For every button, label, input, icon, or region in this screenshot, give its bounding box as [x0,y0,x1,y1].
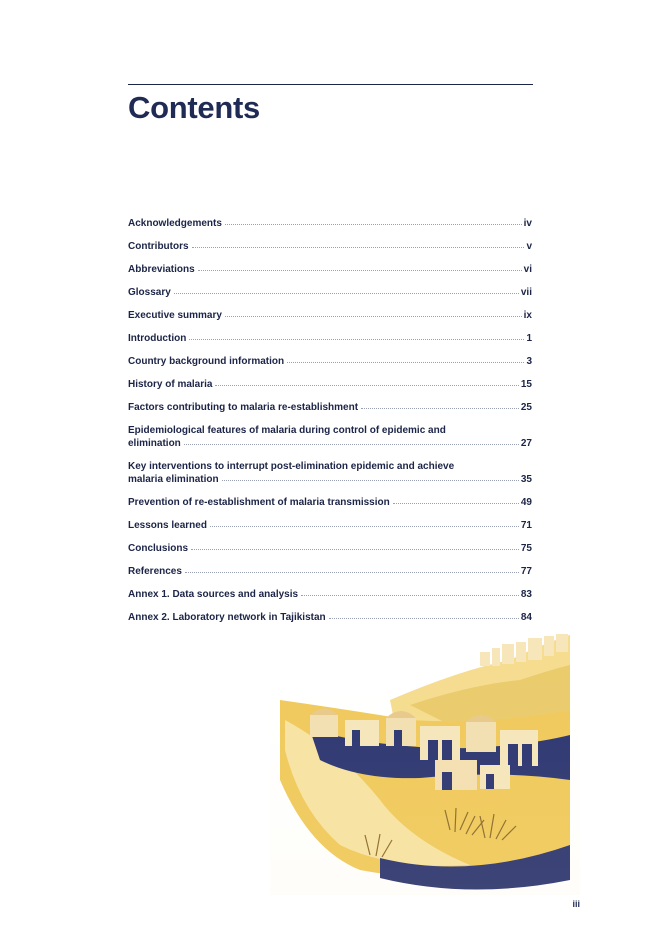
toc-entry-label-line1: Key interventions to interrupt post-elimination epidemic and achieve [128,461,455,472]
toc-entry-label: Country background information [128,356,285,367]
toc-entry-label: Factors contributing to malaria re-establishment [128,402,359,413]
leader-dots [361,407,519,409]
toc-entry-page: 15 [520,379,532,390]
toc-entry[interactable] [128,378,532,391]
leader-dots [329,617,519,619]
toc-entry[interactable] [128,332,532,345]
leader-dots [222,479,519,481]
toc-entry[interactable] [128,611,532,624]
toc-entry-label: References [128,566,182,577]
toc-entry-label: Contributors [128,241,189,252]
toc-entry[interactable] [128,519,532,532]
toc-entry-label: elimination [128,438,181,449]
toc-entry-page: 25 [520,402,532,413]
toc-entry-page: vii [520,287,532,298]
toc-entry[interactable] [128,355,532,368]
table-of-contents [128,217,532,634]
toc-entry-page: 75 [520,543,532,554]
toc-entry-label: Annex 1. Data sources and analysis [128,589,299,600]
leader-dots [192,246,525,248]
toc-entry[interactable] [128,217,532,230]
toc-entry-page: 84 [520,612,532,623]
page-title: Contents [128,90,260,125]
toc-entry[interactable] [128,286,532,299]
toc-entry-label: malaria elimination [128,474,219,485]
toc-entry-label: History of malaria [128,379,213,390]
leader-dots [301,594,519,596]
toc-entry-page: v [526,241,532,252]
toc-entry-page: 1 [526,333,532,344]
toc-entry[interactable] [128,424,532,450]
leader-dots [184,443,519,445]
toc-entry-label: Executive summary [128,310,222,321]
toc-entry-label: Lessons learned [128,520,207,531]
leader-dots [215,384,518,386]
leader-dots [189,338,524,340]
toc-entry-page: 35 [520,474,532,485]
toc-entry[interactable] [128,401,532,414]
toc-entry[interactable] [128,565,532,578]
toc-entry-label: Introduction [128,333,187,344]
toc-entry[interactable] [128,240,532,253]
toc-entry-label: Prevention of re-establishment of malaria transmission [128,497,390,508]
toc-entry[interactable] [128,588,532,601]
leader-dots [174,292,519,294]
leader-dots [393,502,519,504]
toc-entry-page: 77 [520,566,532,577]
top-rule [128,84,533,85]
toc-entry-label: Conclusions [128,543,189,554]
toc-entry-page: 3 [526,356,532,367]
toc-entry[interactable] [128,309,532,322]
toc-entry-page: vi [523,264,532,275]
page-number: iii [572,899,580,909]
leader-dots [185,571,519,573]
toc-entry[interactable] [128,263,532,276]
toc-entry[interactable] [128,496,532,509]
leader-dots [198,269,522,271]
leader-dots [225,315,522,317]
toc-entry-label: Acknowledgements [128,218,222,229]
toc-entry-page: 49 [520,497,532,508]
toc-entry-page: iv [523,218,532,229]
toc-entry-label: Abbreviations [128,264,195,275]
toc-entry-label: Annex 2. Laboratory network in Tajikistan [128,612,326,623]
toc-entry-page: 27 [520,438,532,449]
leader-dots [225,223,522,225]
toc-entry-label-line1: Epidemiological features of malaria during control of epidemic and [128,425,446,436]
toc-entry-page: 83 [520,589,532,600]
toc-entry[interactable] [128,460,532,486]
toc-entry-page: 71 [520,520,532,531]
toc-entry[interactable] [128,542,532,555]
leader-dots [191,548,519,550]
leader-dots [210,525,519,527]
toc-entry-label: Glossary [128,287,171,298]
toc-entry-page: ix [523,310,532,321]
leader-dots [287,361,524,363]
village-illustration [270,630,580,895]
